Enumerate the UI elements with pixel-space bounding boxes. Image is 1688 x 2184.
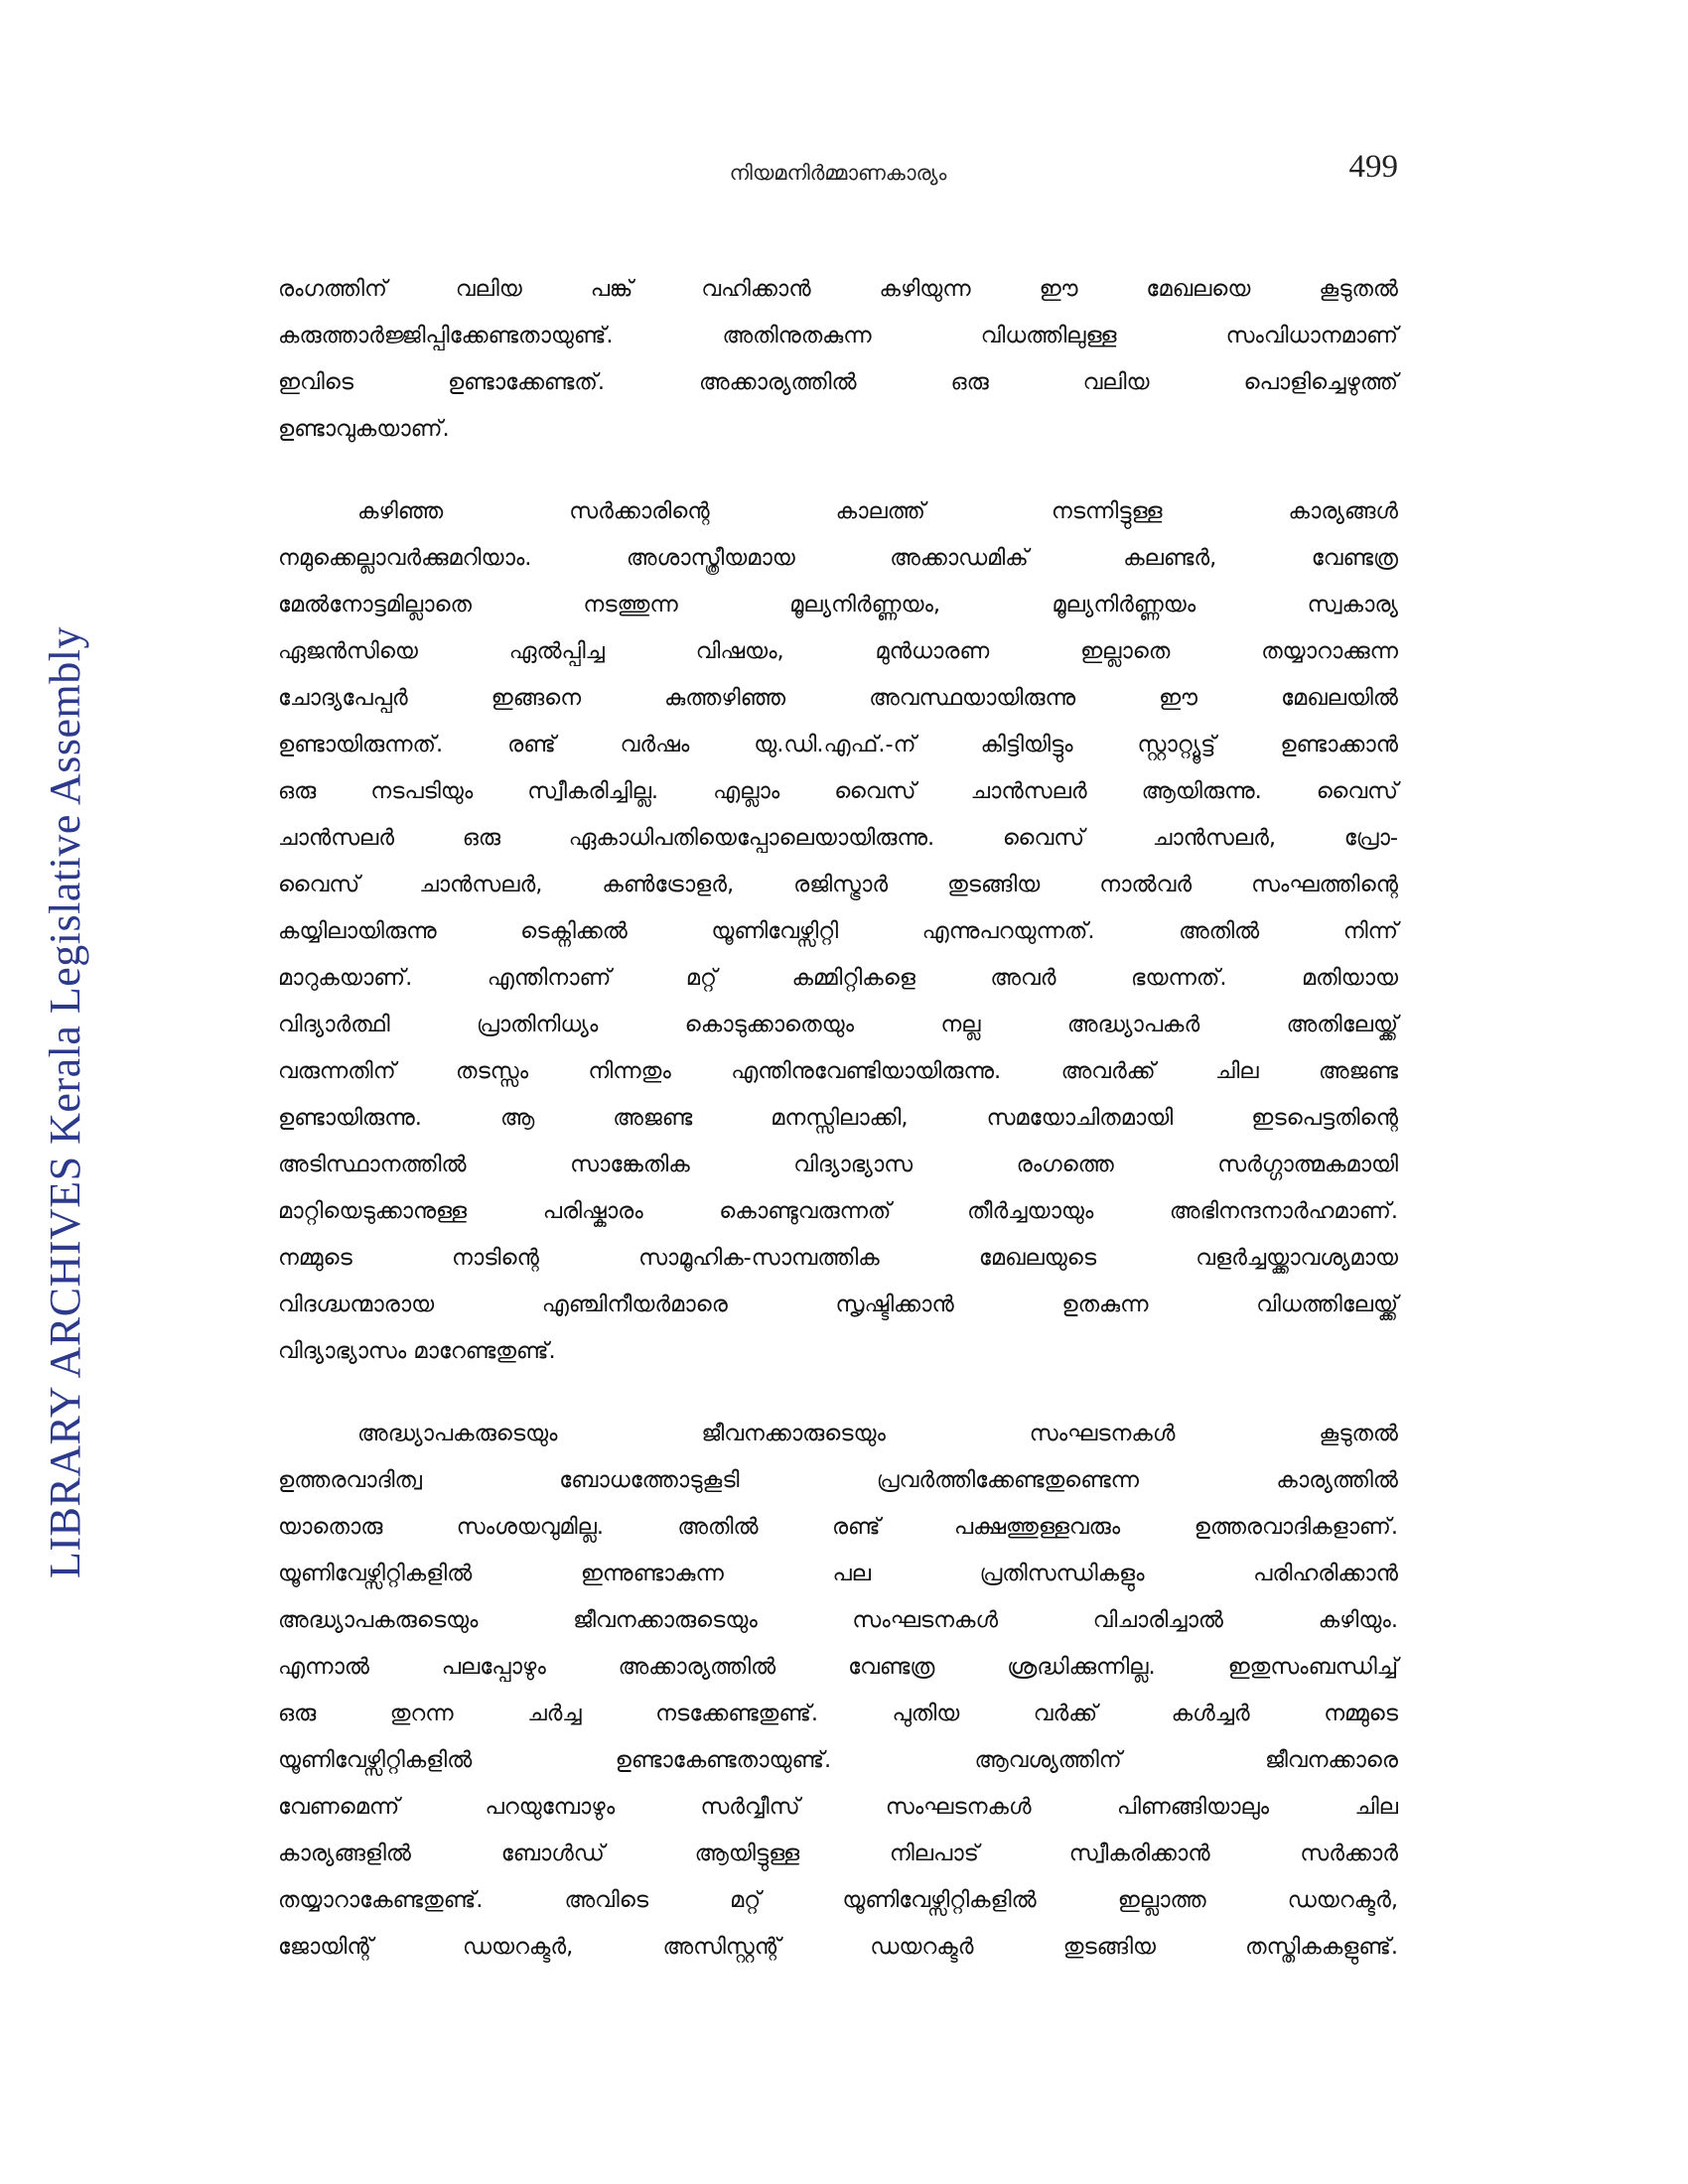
- text-line: വേണമെന്ന് പറയുമ്പോഴും സർവ്വീസ് സംഘടനകൾ പിണങ്ങിയാലും ചില: [278, 1794, 1398, 1820]
- text-line: ഉണ്ടായിരുന്നത്. രണ്ട് വർഷം യു.ഡി.എഫ്.-ന് കിട്ടിയിട്ടും സ്റ്റാറ്റ്യൂട്ട് ഉണ്ടാക്കാൻ: [278, 732, 1398, 757]
- text-line: യൂണിവേഴ്സിറ്റികളിൽ ഇന്നുണ്ടാകുന്ന പല പ്രതിസന്ധികളും പരിഹരിക്കാൻ: [278, 1561, 1398, 1586]
- text-line: ഏജൻസിയെ ഏൽപ്പിച്ച വിഷയം, മുൻധാരണ ഇല്ലാതെ തയ്യാറാക്കുന്ന: [278, 638, 1398, 664]
- text-line: കയ്യിലായിരുന്നു ടെക്നിക്കൽ യൂണിവേഴ്സിറ്റി എന്നുപറയുന്നത്. അതിൽ നിന്ന്: [278, 918, 1398, 944]
- running-title: നിയമനിർമ്മാണകാര്യം: [729, 161, 947, 185]
- text-line: അടിസ്ഥാനത്തിൽ സാങ്കേതിക വിദ്യാഭ്യാസ രംഗത്തെ സർഗ്ഗാത്മകമായി: [278, 1152, 1398, 1177]
- text-line: അദ്ധ്യാപകരുടെയും ജീവനക്കാരുടെയും സംഘടനകൾ കൂടുതൽ: [357, 1421, 1398, 1446]
- text-line: വരുന്നതിന് തടസ്സം നിന്നതും എന്തിനുവേണ്ടിയായിരുന്നു. അവർക്ക് ചില അജണ്ട: [278, 1058, 1398, 1084]
- paragraph-1: [278, 266, 1398, 453]
- text-line: മേൽനോട്ടമില്ലാതെ നടത്തുന്ന മൂല്യനിർണ്ണയം, മൂല്യനിർണ്ണയം സ്വകാര്യ: [278, 592, 1398, 617]
- archive-watermark: LIBRARY ARCHIVES Kerala Legislative Assembly: [41, 626, 89, 1578]
- text-line: കാര്യങ്ങളിൽ ബോൾഡ് ആയിട്ടുള്ള നിലപാട് സ്വീകരിക്കാൻ സർക്കാർ: [278, 1841, 1398, 1866]
- text-line: യാതൊരു സംശയവുമില്ല. അതിൽ രണ്ട് പക്ഷത്തുള്ളവരും ഉത്തരവാദികളാണ്.: [278, 1514, 1398, 1540]
- text-line: അദ്ധ്യാപകരുടെയും ജീവനക്കാരുടെയും സംഘടനകൾ വിചാരിച്ചാൽ കഴിയും.: [278, 1607, 1398, 1633]
- text-line: യൂണിവേഴ്സിറ്റികളിൽ ഉണ്ടാകേണ്ടതായുണ്ട്. ആവശ്യത്തിന് ജീവനക്കാരെ: [278, 1747, 1398, 1773]
- text-line: നമുക്കെല്ലാവർക്കുമറിയാം. അശാസ്ത്രീയമായ അക്കാഡമിക് കലണ്ടർ, വേണ്ടത്ര: [278, 545, 1398, 571]
- text-line: തയ്യാറാകേണ്ടതുണ്ട്. അവിടെ മറ്റ് യൂണിവേഴ്സിറ്റികളിൽ ഇല്ലാത്ത ഡയറക്ടർ,: [278, 1887, 1398, 1913]
- text-line: ഉത്തരവാദിത്വ ബോധത്തോടുകൂടി പ്രവർത്തിക്കേണ്ടതുണ്ടെന്ന കാര്യത്തിൽ: [278, 1467, 1398, 1493]
- text-line: ചാൻസലർ ഒരു ഏകാധിപതിയെപ്പോലെയായിരുന്നു. വൈസ് ചാൻസലർ, പ്രോ-: [278, 825, 1398, 851]
- page-header: [278, 149, 1398, 208]
- text-line: ചോദ്യപേപ്പർ ഇങ്ങനെ കുത്തഴിഞ്ഞ അവസ്ഥയായിരുന്നു ഈ മേഖലയിൽ: [278, 685, 1398, 711]
- text-line: വിദ്യാഭ്യാസം മാറേണ്ടതുണ്ട്.: [278, 1338, 556, 1364]
- text-line: ഉണ്ടാവുകയാണ്.: [278, 416, 450, 442]
- text-line: വിദഗ്ദ്ധന്മാരായ എഞ്ചിനീയർമാരെ സൃഷ്ടിക്കാൻ ഉതകുന്ന വിധത്തിലേയ്ക്ക്: [278, 1292, 1398, 1317]
- text-line: ഉണ്ടായിരുന്നു. ആ അജണ്ട മനസ്സിലാക്കി, സമയോചിതമായി ഇടപെട്ടതിന്റെ: [278, 1105, 1398, 1131]
- text-line: ഒരു തുറന്ന ചർച്ച നടക്കേണ്ടതുണ്ട്. പുതിയ വർക്ക് കൾച്ചർ നമ്മുടെ: [278, 1701, 1398, 1726]
- page-number: 499: [1348, 149, 1398, 185]
- text-line: വൈസ് ചാൻസലർ, കൺട്രോളർ, രജിസ്ട്രാർ തുടങ്ങിയ നാൽവർ സംഘത്തിന്റെ: [278, 872, 1398, 897]
- text-line: മാറ്റിയെടുക്കാനുള്ള പരിഷ്കാരം കൊണ്ടുവരുന്നത് തീർച്ചയായും അഭിനന്ദനാർഹമാണ്.: [278, 1198, 1398, 1224]
- body-text: [278, 266, 1398, 2006]
- text-line: ജോയിന്റ് ഡയറക്ടർ, അസിസ്റ്റന്റ് ഡയറക്ടർ തുടങ്ങിയ തസ്തികകളുണ്ട്.: [278, 1934, 1398, 1960]
- text-line: നമ്മുടെ നാടിന്റെ സാമൂഹിക-സാമ്പത്തിക മേഖലയുടെ വളർച്ചയ്ക്കാവശ്യമായ: [278, 1245, 1398, 1271]
- text-line: ഇവിടെ ഉണ്ടാക്കേണ്ടത്. അക്കാര്യത്തിൽ ഒരു വലിയ പൊളിച്ചെഴുത്ത്: [278, 369, 1398, 395]
- text-line: രംഗത്തിന് വലിയ പങ്ക് വഹിക്കാൻ കഴിയുന്ന ഈ മേഖലയെ കൂടുതൽ: [278, 276, 1398, 302]
- text-line: എന്നാൽ പലപ്പോഴും അക്കാര്യത്തിൽ വേണ്ടത്ര ശ്രദ്ധിക്കുന്നില്ല. ഇതുസംബന്ധിച്ച്: [278, 1654, 1398, 1680]
- text-line: കരുത്താർജ്ജിപ്പിക്കേണ്ടതായുണ്ട്. അതിനുതകുന്ന വിധത്തിലുള്ള സംവിധാനമാണ്: [278, 323, 1398, 348]
- text-line: മാറുകയാണ്. എന്തിനാണ് മറ്റ് കമ്മിറ്റികളെ അവർ ഭയന്നത്. മതിയായ: [278, 965, 1398, 991]
- paragraph-2: [278, 488, 1398, 1375]
- paragraph-3: [278, 1411, 1398, 1971]
- text-line: വിദ്യാർത്ഥി പ്രാതിനിധ്യം കൊടുക്കാതെയും നല്ല അദ്ധ്യാപകർ അതിലേയ്ക്ക്: [278, 1012, 1398, 1037]
- text-line: കഴിഞ്ഞ സർക്കാരിന്റെ കാലത്ത് നടന്നിട്ടുള്ള കാര്യങ്ങൾ: [357, 498, 1398, 524]
- text-line: ഒരു നടപടിയും സ്വീകരിച്ചില്ല. എല്ലാം വൈസ് ചാൻസലർ ആയിരുന്നു. വൈസ്: [278, 778, 1398, 804]
